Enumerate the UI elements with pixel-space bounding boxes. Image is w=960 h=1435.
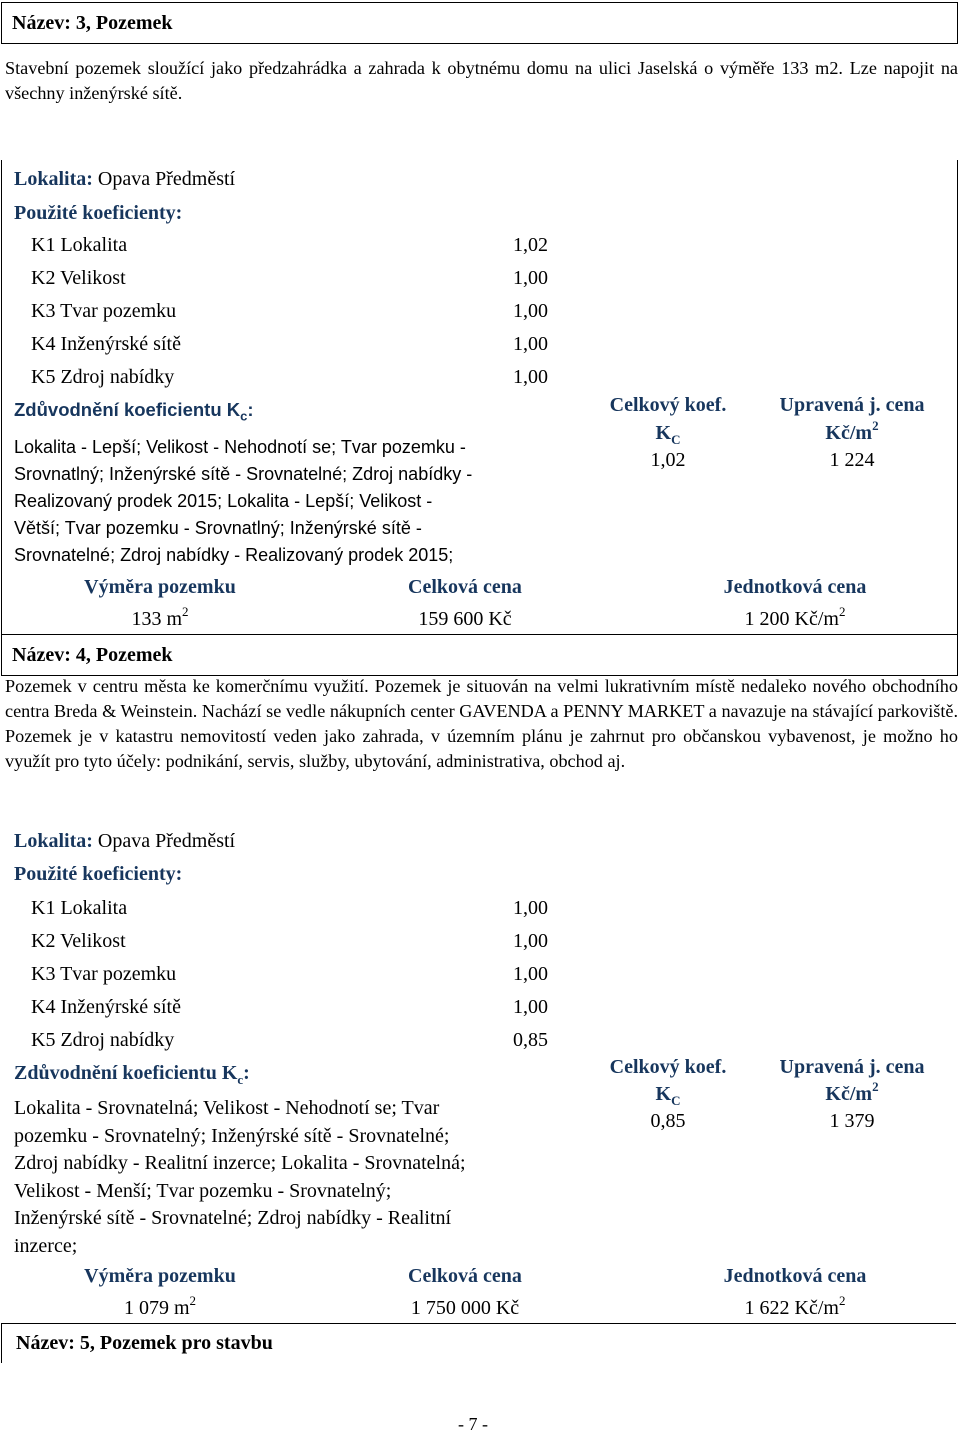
item4-coef-value: 1,00	[513, 996, 548, 1018]
item4-total-coef-symbol: $K_C$	[655, 1083, 681, 1108]
item3-coef-name: K2 Velikost	[31, 267, 126, 289]
item4-coef-value: 1,00	[513, 963, 548, 985]
item4-adj-price-label: Upravená j. cena	[779, 1056, 925, 1078]
item3-total-coef-symbol: $K_C$	[655, 422, 681, 447]
item3-total-price-label: Celková cena	[408, 576, 522, 598]
item4-adj-price-value: 1 379	[829, 1110, 875, 1132]
item4-total-coef-value: 0,85	[650, 1110, 686, 1132]
page-number: - 7 -	[458, 1414, 488, 1434]
item4-coef-name: K3 Tvar pozemku	[31, 963, 177, 985]
item4-coef-value: 0,85	[513, 1029, 548, 1051]
item4-coef-name: K5 Zdroj nabídky	[31, 1029, 175, 1051]
item3-area-value: 133 $m^2$	[131, 604, 189, 630]
item4-area-value: 1 079 $m^2$	[123, 1293, 197, 1319]
item4-coef-name: K4 Inženýrské sítě	[31, 996, 181, 1018]
item3-unit-price-value: 1 200 $Kč/m^2$	[744, 604, 846, 630]
item3-description: Stavební pozemek sloužící jako předzahrádka a zahrada k obytnému domu na ulici Jaselská o výměře 133 m2. Lze napojit na všechny inženýrské sítě.	[5, 58, 958, 103]
item3-left-border	[1, 160, 2, 634]
item4-justification-text: Lokalita - Srovnatelná; Velikost - Nehodnotí se; Tvar pozemku - Srovnatelný; Inženýrské sítě - Srovnatelné; Zdroj nabídky - Realitní inzerce; Lokalita - Srovnatelná; Velikost - Menší; Tvar pozemku - Srovnatelný; Inženýrské sítě - Srovnatelné; Zdroj nabídky - Realitní inzerce;	[14, 1097, 466, 1257]
item5-heading: Název: 5, Pozemek pro stavbu	[16, 1332, 273, 1354]
item3-total-coef-value: 1,02	[650, 449, 686, 471]
item3-coef-name: K3 Tvar pozemku	[31, 300, 177, 322]
item4-coef-heading: Použité koeficienty:	[14, 863, 183, 885]
item3-coef-value: 1,00	[513, 300, 548, 322]
item5-left-border	[1, 1323, 2, 1363]
item3-adj-price-unit: $Kč/m^2$	[825, 418, 879, 444]
item4-adj-price-unit: $Kč/m^2$	[825, 1079, 879, 1105]
item4-coef-value: 1,00	[513, 897, 548, 919]
item3-justification-label: Zdůvodnění koeficientu $K_c$:	[14, 399, 254, 424]
item4-justification-label: Zdůvodnění koeficientu $K_c$:	[14, 1062, 250, 1087]
item4-locality: Lokalita: Opava Předměstí	[14, 830, 236, 852]
item4-coef-value: 1,00	[513, 930, 548, 952]
item4-total-price-label: Celková cena	[408, 1265, 522, 1287]
item3-adj-price-value: 1 224	[829, 449, 875, 471]
item3-coef-value: 1,00	[513, 366, 548, 388]
item3-justification-text: Lokalita - Lepší; Velikost - Nehodnotí se; Tvar pozemku - Srovnatlný; Inženýrské sítě - Srovnatelné; Zdroj nabídky - Realizovaný prodek 2015; Lokalita - Lepší; Velikost - Větší; Tvar pozemku - Srovnatlný; Inženýrské sítě - Srovnatelné; Zdroj nabídky - Realizovaný prodek 2015;	[14, 437, 473, 565]
item3-total-coef-label: Celkový koef.	[609, 394, 727, 416]
item4-area-label: Výměra pozemku	[84, 1265, 236, 1287]
item3-heading: Název: 3, Pozemek	[12, 12, 173, 34]
item3-coef-value: 1,00	[513, 267, 548, 289]
item3-heading-box	[1, 2, 958, 44]
item3-right-border	[957, 160, 958, 634]
item4-unit-price-label: Jednotková cena	[723, 1265, 867, 1287]
item4-coef-name: K1 Lokalita	[31, 897, 128, 919]
item3-total-price-value: 159 600 Kč	[418, 608, 512, 630]
item4-heading: Název: 4, Pozemek	[12, 644, 173, 666]
item5-top-rule	[1, 1323, 956, 1324]
item3-coef-name: K4 Inženýrské sítě	[31, 333, 181, 355]
item3-coef-value: 1,00	[513, 333, 548, 355]
item4-heading-box	[1, 634, 958, 676]
item3-coef-value: 1,02	[513, 234, 548, 256]
item3-coef-name: K5 Zdroj nabídky	[31, 366, 175, 388]
item3-locality: Lokalita: Opava Předměstí	[14, 168, 236, 190]
item3-adj-price-label: Upravená j. cena	[779, 394, 925, 416]
item4-total-price-value: 1 750 000 Kč	[410, 1297, 520, 1319]
item4-unit-price-value: 1 622 $Kč/m^2$	[744, 1293, 846, 1319]
item4-total-coef-label: Celkový koef.	[609, 1056, 727, 1078]
item3-coef-name: K1 Lokalita	[31, 234, 128, 256]
item3-unit-price-label: Jednotková cena	[723, 576, 867, 598]
item4-description: Pozemek v centru města ke komerčnímu využití. Pozemek je situován na velmi lukrativním místě nedaleko nového obchodního centra Breda & Weinstein. Nachází se vedle nákupních center GAVENDA a PENNY MARKET a navazuje na stávající parkoviště. Pozemek je v katastru nemovitostí veden jako zahrada, v územním plánu je zahrnut pro občanskou vybavenost, je možno ho využít pro tyto účely: podnikání, servis, služby, ubytování, administrativa, obchod aj.	[5, 676, 958, 771]
item3-area-label: Výměra pozemku	[84, 576, 236, 598]
item4-coef-name: K2 Velikost	[31, 930, 126, 952]
item3-coef-heading: Použité koeficienty:	[14, 202, 183, 224]
